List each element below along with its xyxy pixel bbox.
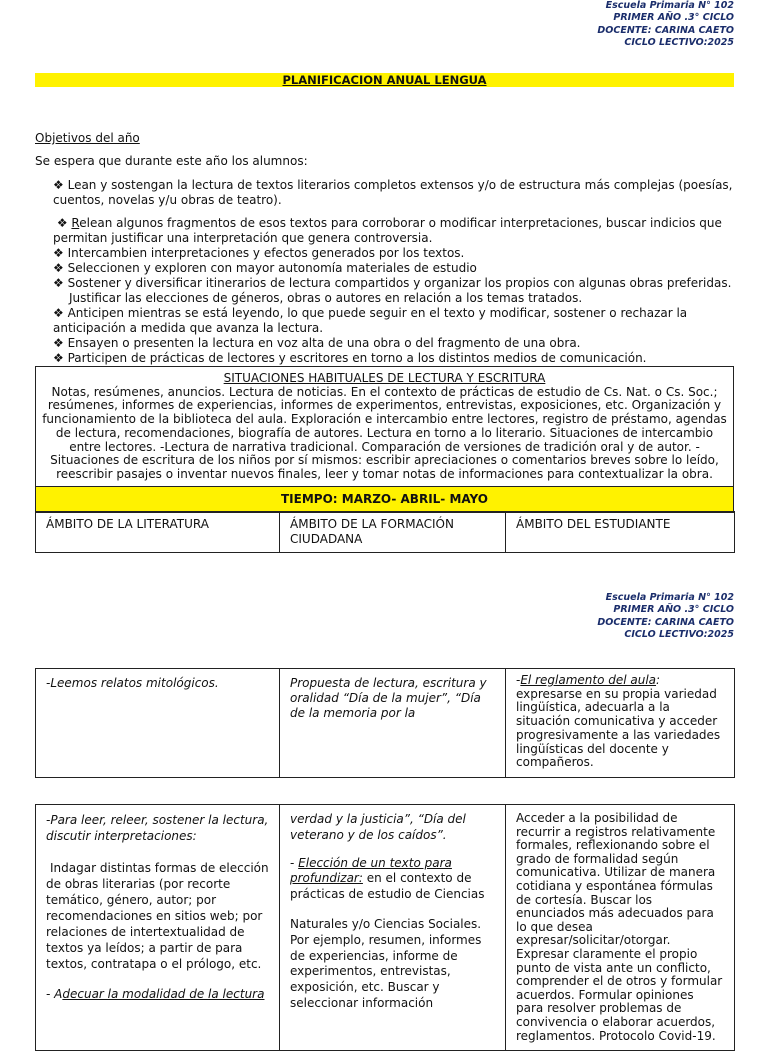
situations-body: Notas, resúmenes, anuncios. Lectura de noticias. En el contexto de prácticas de estudio de Cs. Nat. o Cs. Soc.; resúmenes, informes de experiencias, informes de experimentos, entrevistas, exposiciones, etc. Organización y funcionamiento de la biblioteca del aula. Exploración e intercambio entre lectores, registro de préstamo, agendas de lectura, recomendaciones, biografía de autores. Lectura en torno a lo literario. Situaciones de intercambio entre lectores. -Lectura de narrativa tradicional. Comparación de versiones de tradición oral y de autor. - Situaciones de escritura de los niños por sí mismos: escribir apreciaciones o comentarios breves sobre lo leído, reescribir pasajes o inventar nuevos finales, leer y tomar notas de informaciones para contextualizar la obra. (42, 384, 727, 481)
diamond-bullet-icon: ❖ (53, 178, 64, 192)
list-item-continuation: cuentos, novelas y/u obras de teatro). (53, 193, 282, 207)
situations-title: SITUACIONES HABITUALES DE LECTURA Y ESCRITURA (223, 371, 546, 385)
situations-box (35, 366, 734, 486)
ambitos-table (35, 511, 735, 553)
row2-formacion: verdad y la justicia”, “Día del veterano y de los caídos”. - Elección de un texto para profundizar: en el contexto de prácticas de estudio de Ciencias Naturales y/o Ciencias Sociales. Por ejemplo, resumen, informes de experiencias, informe de experimentos, entrevistas, exposición, etc. Buscar y seleccionar información (280, 805, 506, 1051)
list-item: ❖ Relean algunos fragmentos de esos textos para corroborar o modificar interpretaciones, buscar indicios que (56, 216, 722, 230)
table-row (36, 805, 735, 1051)
objectives-heading: Objetivos del año (35, 131, 140, 145)
diamond-bullet-icon: ❖ (53, 261, 64, 275)
objectives-list (53, 178, 733, 208)
header-grade: PRIMER AÑO .3° CICLO (613, 604, 734, 616)
header-school: Escuela Primaria N° 102 (605, 0, 734, 11)
tiempo-bar: TIEMPO: MARZO- ABRIL- MAYO (35, 486, 734, 513)
list-item: ❖ Sostener y diversificar itinerarios de lectura compartidos y organizar los propios con algunas obras preferidas. (53, 276, 732, 290)
header-year: CICLO LECTIVO:2025 (624, 628, 734, 640)
diamond-bullet-icon: ❖ (53, 246, 64, 260)
school-header-2 (597, 592, 734, 641)
list-item: ❖ Lean y sostengan la lectura de textos literarios completos extensos y/o de estructura más complejas (poesías, (53, 178, 733, 192)
objectives-intro: Se espera que durante este año los alumnos: (35, 154, 308, 168)
diamond-bullet-icon: ❖ (53, 276, 64, 290)
reglamento-title: El reglamento del aula (520, 673, 657, 687)
header-teacher: DOCENTE: CARINA CAETO (597, 616, 734, 628)
page-title: PLANIFICACION ANUAL LENGUA (35, 73, 734, 87)
header-year: CICLO LECTIVO:2025 (624, 36, 734, 48)
ambito-estudiante: ÁMBITO DEL ESTUDIANTE (506, 512, 735, 553)
row2-estudiante: Acceder a la posibilidad de recurrir a registros relativamente formales, reflexionando sobre el grado de formalidad según comunicativa. Utilizar de manera cotidiana y espontánea fórmulas de cortesía. Buscar los enunciados más adecuados para lo que desea expresar/solicitar/otorgar. Expresar claramente el propio punto de vista ante un conflicto, comprender el de otros y formular acuerdos. Formular opiniones para resolver problemas de convivencia o elaborar acuerdos, reglamentos. Protocolo Covid-19. (506, 805, 735, 1051)
diamond-bullet-icon: ❖ (56, 216, 68, 230)
school-header (597, 0, 734, 49)
header-grade: PRIMER AÑO .3° CICLO (613, 12, 734, 24)
row2-literatura: -Para leer, releer, sostener la lectura, discutir interpretaciones: Indagar distintas formas de elección de obras literarias (por recorte temático, género, autor; por recomendaciones en sitios web; por relaciones de intertextualidad de textos ya leídos; a partir de para textos, contratapa o el prólogo, etc. - Adecuar la modalidad de la lectura (36, 805, 280, 1051)
objectives-list-2 (53, 216, 733, 366)
ambito-formacion: ÁMBITO DE LA FORMACIÓN CIUDADANA (280, 512, 506, 553)
table-row (36, 512, 735, 553)
ambito-literatura: ÁMBITO DE LA LITERATURA (36, 512, 280, 553)
diamond-bullet-icon: ❖ (53, 306, 64, 320)
list-item: ❖ Participen de prácticas de lectores y escritores en torno a los distintos medios de comunicación. (53, 351, 647, 365)
row1-formacion: Propuesta de lectura, escritura y oralidad “Día de la mujer”, “Día de la memoria por la (280, 669, 506, 778)
content-table-1 (35, 668, 735, 778)
header-teacher: DOCENTE: CARINA CAETO (597, 24, 734, 36)
diamond-bullet-icon: ❖ (53, 351, 64, 365)
header-school: Escuela Primaria N° 102 (605, 592, 734, 603)
list-item: ❖ Seleccionen y exploren con mayor autonomía materiales de estudio (53, 261, 477, 275)
content-table-2 (35, 804, 735, 1051)
row1-literatura: -Leemos relatos mitológicos. (36, 669, 280, 778)
list-item-continuation: Justificar las elecciones de géneros, obras o autores en relación a los temas tratados. (69, 291, 583, 305)
table-row (36, 669, 735, 778)
list-item: ❖ Anticipen mientras se está leyendo, lo que puede seguir en el texto y modificar, sostener o rechazar la (53, 306, 688, 320)
list-item: ❖ Ensayen o presenten la lectura en voz alta de una obra o del fragmento de una obra. (53, 336, 581, 350)
diamond-bullet-icon: ❖ (53, 336, 64, 350)
row1-estudiante: -El reglamento del aula: expresarse en su propia variedad lingüística, adecuarla a la situación comunicativa y acceder progresivamente a las variedades lingüísticas del docente y compañeros. (506, 669, 735, 778)
list-item-continuation: anticipación a medida que avanza la lectura. (53, 321, 324, 335)
list-item-continuation: permitan justificar una interpretación que genera controversia. (53, 231, 433, 245)
list-item: ❖ Intercambien interpretaciones y efectos generados por los textos. (53, 246, 465, 260)
